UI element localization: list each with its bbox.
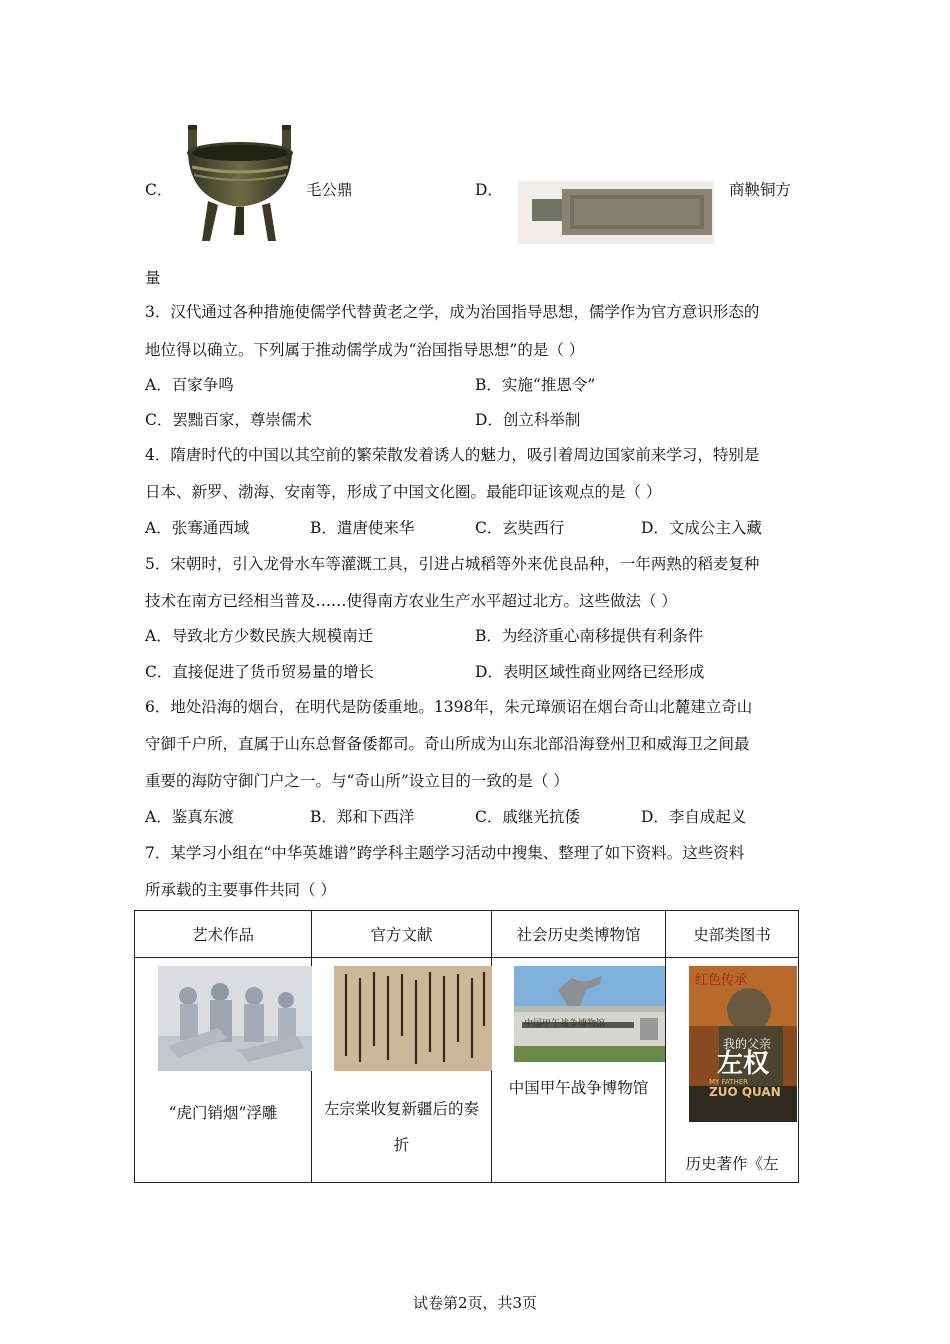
caption-book: 历史著作《左 [685,1155,779,1173]
memorial-document-image [334,966,492,1071]
table-cell-museum [492,958,666,1183]
q5-stem-line2: 技术在南方已经相当普及……使得南方农业生产水平超过北方。这些做法（ ） [145,592,677,610]
table-header: 艺术作品 [135,911,312,958]
q3-option-c[interactable]: C．罢黜百家，尊崇儒术 [145,411,312,429]
q3-option-d[interactable]: D．创立科举制 [475,411,581,429]
q4-option-c[interactable]: C．玄奘西行 [475,519,565,537]
table-row [135,958,799,1183]
ding-icon [184,123,296,245]
page-footer: 试卷第2页，共3页 [412,1294,538,1312]
q7-stem-line1: 7．某学习小组在“中华英雄谱”跨学科主题学习活动中搜集、整理了如下资料。这些资料 [145,844,745,862]
bronze-measure-icon [518,181,714,244]
q4-stem-line2: 日本、新罗、渤海、安南等，形成了中国文化圈。最能印证该观点的是（ ） [145,483,662,501]
table-header: 社会历史类博物馆 [492,911,666,958]
museum-sign: 中国甲午战争博物馆 [524,1019,606,1029]
option-c-text: 毛公鼎 [306,181,353,199]
materials-table [134,910,799,1183]
book-cover-icon [689,966,797,1122]
book-subtitle: 我的父亲 [723,1037,772,1051]
q4-option-a[interactable]: A．张骞通西域 [145,519,250,537]
table-cell-document [312,958,492,1183]
table-header: 史部类图书 [666,911,799,958]
museum-icon [514,966,665,1062]
relief-sculpture-image [158,966,312,1071]
q6-option-c[interactable]: C．戚继光抗倭 [475,808,580,826]
option-d-text: 商鞅铜方 [729,181,792,199]
book-cover-image [689,966,797,1122]
option-d-text-continued: 量 [145,269,161,287]
q4-option-b[interactable]: B．遣唐使来华 [310,519,415,537]
table-header-row [135,911,799,958]
q4-option-d[interactable]: D．文成公主入藏 [641,519,762,537]
q4-stem-line1: 4．隋唐时代的中国以其空前的繁荣散发着诱人的魅力，吸引着周边国家前来学习，特别是 [145,446,760,464]
q6-stem-line3: 重要的海防守御门户之一。与“奇山所”设立目的一致的是（ ） [145,772,569,790]
q6-option-a[interactable]: A．鉴真东渡 [145,808,234,826]
option-c-label: C． [145,181,173,199]
q5-option-b[interactable]: B．为经济重心南移提供有利条件 [475,627,704,645]
q3-stem-line1: 3．汉代通过各种措施使儒学代替黄老之学，成为治国指导思想，儒学作为官方意识形态的 [145,303,760,321]
q5-option-c[interactable]: C．直接促进了货币贸易量的增长 [145,663,374,681]
q3-option-a[interactable]: A．百家争鸣 [145,376,234,394]
caption-art: “虎门销烟”浮雕 [168,1104,278,1122]
q6-option-b[interactable]: B．郑和下西洋 [310,808,415,826]
caption-museum: 中国甲午战争博物馆 [508,1079,649,1097]
q6-stem-line1: 6．地处沿海的烟台，在明代是防倭重地。1398年，朱元璋颁诏在烟台奇山北麓建立奇山 [145,698,753,716]
table-cell-art [135,958,312,1183]
museum-photo-image [514,966,665,1062]
q6-stem-line2: 守御千户所，直属于山东总督备倭都司。奇山所成为山东北部沿海登州卫和威海卫之间最 [145,735,750,753]
q6-option-d[interactable]: D．李自成起义 [641,808,747,826]
relief-icon [158,966,312,1071]
table-header: 官方文献 [312,911,492,958]
caption-document: 左宗棠收复新疆后的奏折 [323,1100,479,1154]
ding-vessel-image [184,123,296,245]
manuscript-icon [334,966,492,1071]
q5-option-d[interactable]: D．表明区域性商业网络已经形成 [475,663,705,681]
book-english-title-1: MY FATHER [709,1078,748,1086]
q3-stem-line2: 地位得以确立。下列属于推动儒学成为“治国指导思想”的是（ ） [145,341,585,359]
table-cell-book [666,958,799,1183]
q5-stem-line1: 5．宋朝时，引入龙骨水车等灌溉工具，引进占城稻等外来优良品种，一年两熟的稻麦复种 [145,555,760,573]
q3-option-b[interactable]: B．实施“推恩令” [475,376,596,394]
bronze-measure-image [518,181,714,244]
book-english-title-2: ZUO QUAN [709,1085,781,1099]
option-d-label: D． [475,181,503,199]
book-title: 左权 [717,1049,770,1079]
book-series-title: 红色传承 [695,973,748,988]
q7-stem-line2: 所承载的主要事件共同（ ） [145,881,336,899]
q5-option-a[interactable]: A．导致北方少数民族大规模南迁 [145,627,374,645]
